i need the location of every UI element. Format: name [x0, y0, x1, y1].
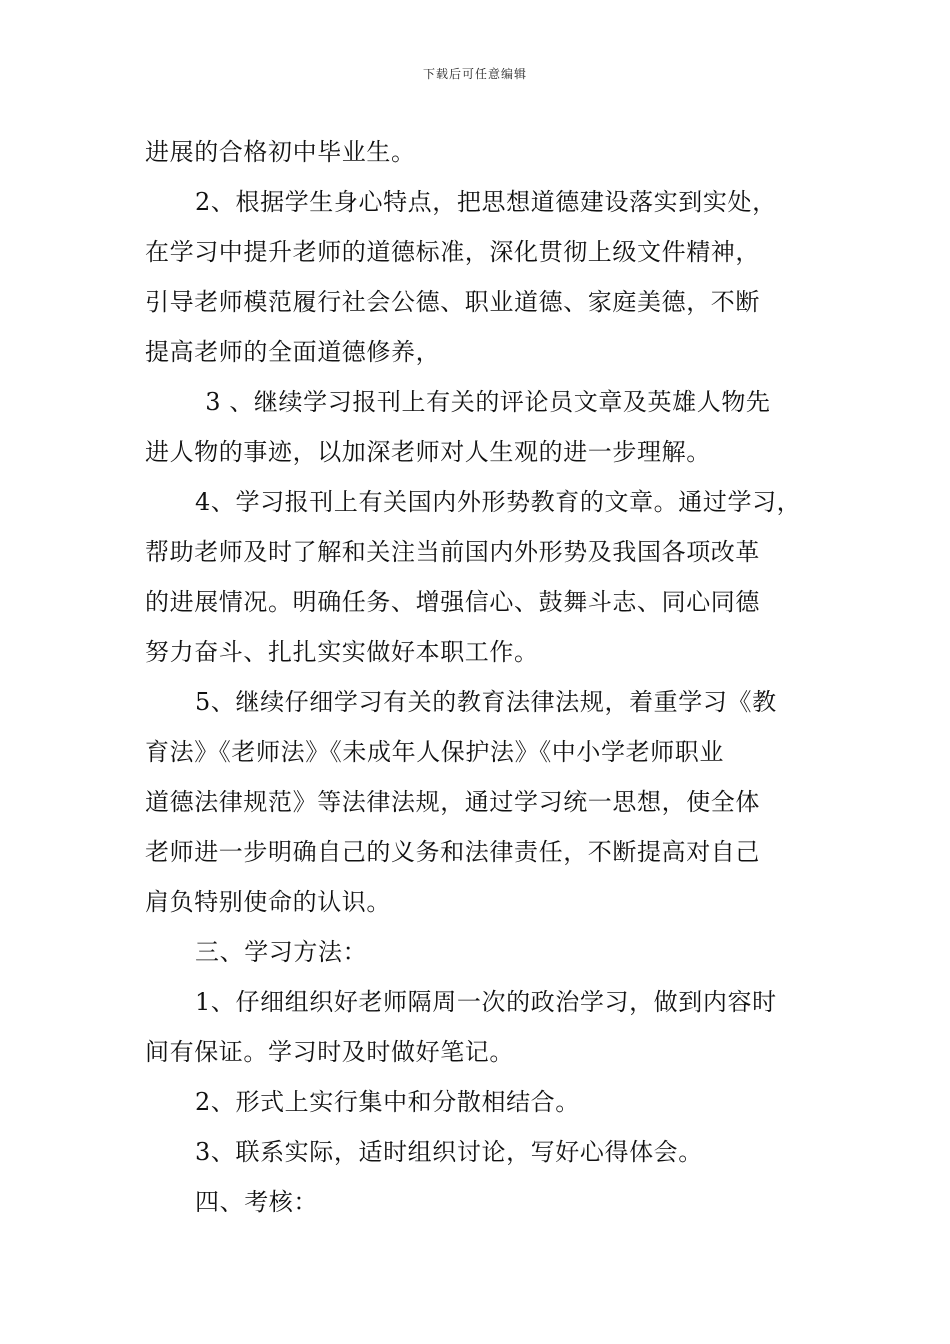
text-line: 进人物的事迹，以加深老师对人生观的进一步理解。 [145, 438, 711, 466]
text-line: 肩负特别使命的认识。 [145, 888, 391, 916]
text-line: 引导老师模范履行社会公德、职业道德、家庭美德，不断 [145, 288, 760, 316]
text-line: 帮助老师及时了解和关注当前国内外形势及我国各项改革 [145, 538, 760, 566]
text-line: 5、继续仔细学习有关的教育法律法规，着重学习《教 [195, 688, 777, 716]
text-line: 4、学习报刊上有关国内外形势教育的文章。通过学习， [195, 488, 802, 516]
text-line: 进展的合格初中毕业生。 [145, 138, 416, 166]
text-line: 的进展情况。明确任务、增强信心、鼓舞斗志、同心同德 [145, 588, 760, 616]
text-line: 在学习中提升老师的道德标准，深化贯彻上级文件精神， [145, 238, 760, 266]
text-line: 努力奋斗、扎扎实实做好本职工作。 [145, 638, 539, 666]
text-line: 1、仔细组织好老师隔周一次的政治学习，做到内容时 [195, 988, 777, 1016]
text-line: 育法》《老师法》《未成年人保护法》《中小学老师职业 [145, 738, 724, 766]
page-header-note: 下载后可任意编辑 [422, 67, 527, 81]
text-line: 3 、继续学习报刊上有关的评论员文章及英雄人物先 [197, 388, 771, 416]
section-heading: 四、考核： [195, 1188, 318, 1216]
text-line: 老师进一步明确自己的义务和法律责任，不断提高对自己 [145, 838, 760, 866]
text-line: 道德法律规范》等法律法规，通过学习统一思想，使全体 [145, 788, 760, 816]
text-line: 间有保证。学习时及时做好笔记。 [145, 1038, 514, 1066]
text-line: 3、联系实际，适时组织讨论，写好心得体会。 [195, 1138, 703, 1166]
text-line: 提高老师的全面道德修养， [145, 338, 441, 366]
document-body [145, 127, 835, 1227]
text-line: 2、根据学生身心特点，把思想道德建设落实到实处， [195, 188, 777, 216]
text-line: 2、形式上实行集中和分散相结合。 [195, 1088, 580, 1116]
section-heading: 三、学习方法： [195, 938, 368, 966]
